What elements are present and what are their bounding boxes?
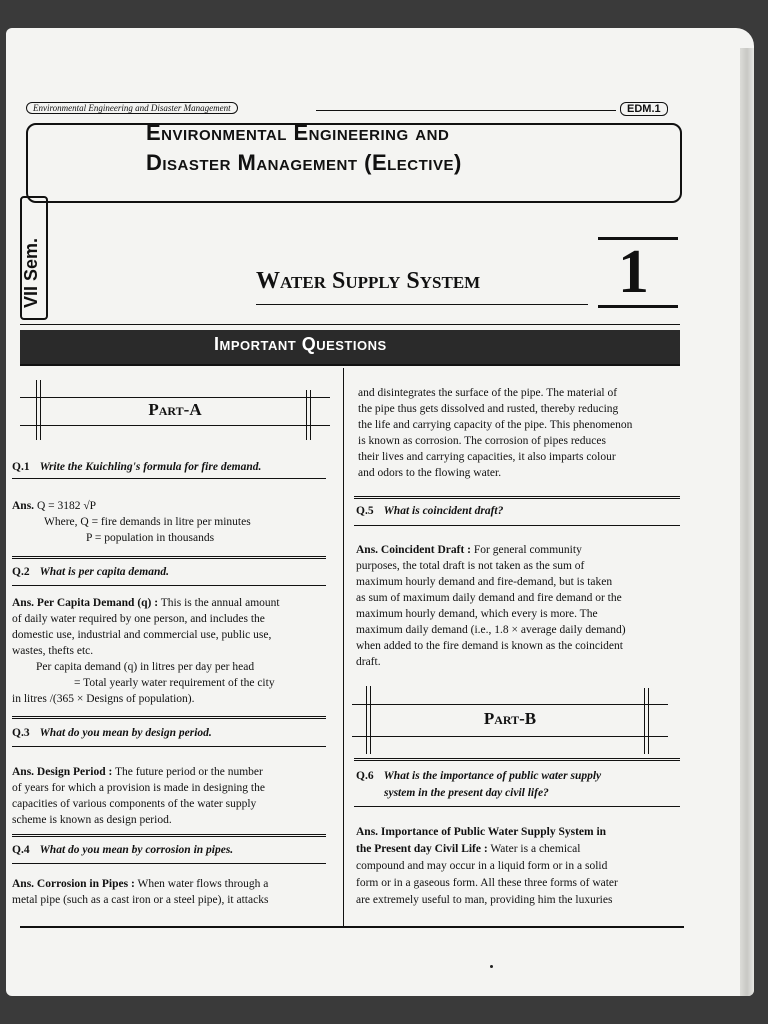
chapter-title-rule xyxy=(256,304,588,305)
chapter-number: 1 xyxy=(618,238,649,306)
question-2 xyxy=(12,566,169,578)
question-rule xyxy=(354,758,680,761)
answer-3: Ans. Design Period : The future period or the number of years for which a provision is made in designing the capacities of various components of the water supply scheme is known as design period. xyxy=(12,766,265,826)
header-rule xyxy=(316,110,616,111)
question-5 xyxy=(356,505,503,517)
page-edge xyxy=(740,48,754,996)
question-text: Write the Kuichling's formula for fire demand. xyxy=(39,461,262,473)
part-b-heading xyxy=(352,686,668,754)
question-6: Q.6 What is the importance of public water supply system in the present day civil life? xyxy=(356,770,602,799)
question-rule xyxy=(354,496,680,499)
textbook-page xyxy=(6,28,754,996)
question-rule xyxy=(12,585,326,586)
question-number: Q.1 xyxy=(12,461,30,473)
question-number: Q.4 xyxy=(12,844,30,856)
question-rule xyxy=(12,556,326,559)
answer-4-start: Ans. Corrosion in Pipes : When water flows through a metal pipe (such as a cast iron or a steel pipe), it attacks xyxy=(12,878,269,906)
part-a-heading xyxy=(20,380,330,440)
question-text: What do you mean by design period. xyxy=(39,727,212,739)
question-rule xyxy=(12,863,326,864)
answer-4-continued: and disintegrates the surface of the pipe. The material of the pipe thus gets dissolved and rusted, thereby reducing the life and carrying capacity of the pipe. This phenomenon is known as corrosion. The corrosion of pipes reduces their lives and carrying capacities, it also imparts colour and odors to the flowing water. xyxy=(358,387,633,479)
chapter-rule-bottom xyxy=(598,305,678,308)
subject-title-line-2: Disaster Management (Elective) xyxy=(146,150,462,175)
question-number: Q.3 xyxy=(12,727,30,739)
question-rule xyxy=(354,806,680,807)
answer-5: Ans. Coincident Draft : For general community purposes, the total draft is not taken as the sum of maximum hourly demand and fire-demand, but is taken as sum of maximum daily demand and fire demand or the maximum hourly demand, which every is more. The maximum daily demand (i.e., 1.8 × average daily demand) when added to the fire demand is known as the coincident draft. xyxy=(356,544,626,668)
answer-6: Ans. Importance of Public Water Supply System in the Present day Civil Life : Water is a chemical compound and may occur in a liquid form or in a solid form or in a gaseous form. All these three forms of water are extremely useful to man, providing him the luxuries xyxy=(356,826,618,906)
part-b-label: Part-B xyxy=(483,709,537,728)
question-text: What do you mean by corrosion in pipes. xyxy=(39,844,234,856)
banner-top-rule xyxy=(20,324,680,325)
question-4 xyxy=(12,844,233,856)
ink-speck xyxy=(490,965,493,968)
question-number: Q.6 xyxy=(356,770,374,782)
question-rule xyxy=(12,746,326,747)
column-divider xyxy=(343,368,344,928)
question-rule xyxy=(12,834,326,837)
semester-label: VII Sem. xyxy=(21,237,41,308)
answer-1: Ans. Q = 3182 √P Where, Q = fire demands in litre per minutes P = population in thousands xyxy=(12,500,251,544)
question-rule xyxy=(354,525,680,526)
question-3 xyxy=(12,727,212,739)
question-1 xyxy=(12,461,261,473)
question-number: Q.2 xyxy=(12,566,30,578)
chapter-title: Water Supply System xyxy=(256,268,481,294)
page-bottom-rule xyxy=(20,926,684,928)
running-header: Environmental Engineering and Disaster Management xyxy=(26,102,238,114)
subject-title xyxy=(146,118,462,178)
subject-code-badge: EDM.1 xyxy=(620,102,668,116)
question-number: Q.5 xyxy=(356,505,374,517)
question-text: What is per capita demand. xyxy=(39,566,169,578)
part-a-label: Part-A xyxy=(148,400,202,419)
question-text: What is coincident draft? xyxy=(383,505,504,517)
banner-title: Important Questions xyxy=(214,334,387,354)
subject-title-line-1: Environmental Engineering and xyxy=(146,120,450,145)
question-rule xyxy=(12,478,326,479)
question-rule xyxy=(12,716,326,719)
question-text: What is the importance of public water supply xyxy=(383,770,602,782)
answer-2: Ans. Per Capita Demand (q) : This is the annual amount of daily water required by one person, and includes the domestic use, industrial and commercial use, public use, wastes, thefts etc. Per capita demand (q) in litres per day per head = Total yearly water requirement of the city in litres /(365 × Designs of population). xyxy=(12,597,280,705)
